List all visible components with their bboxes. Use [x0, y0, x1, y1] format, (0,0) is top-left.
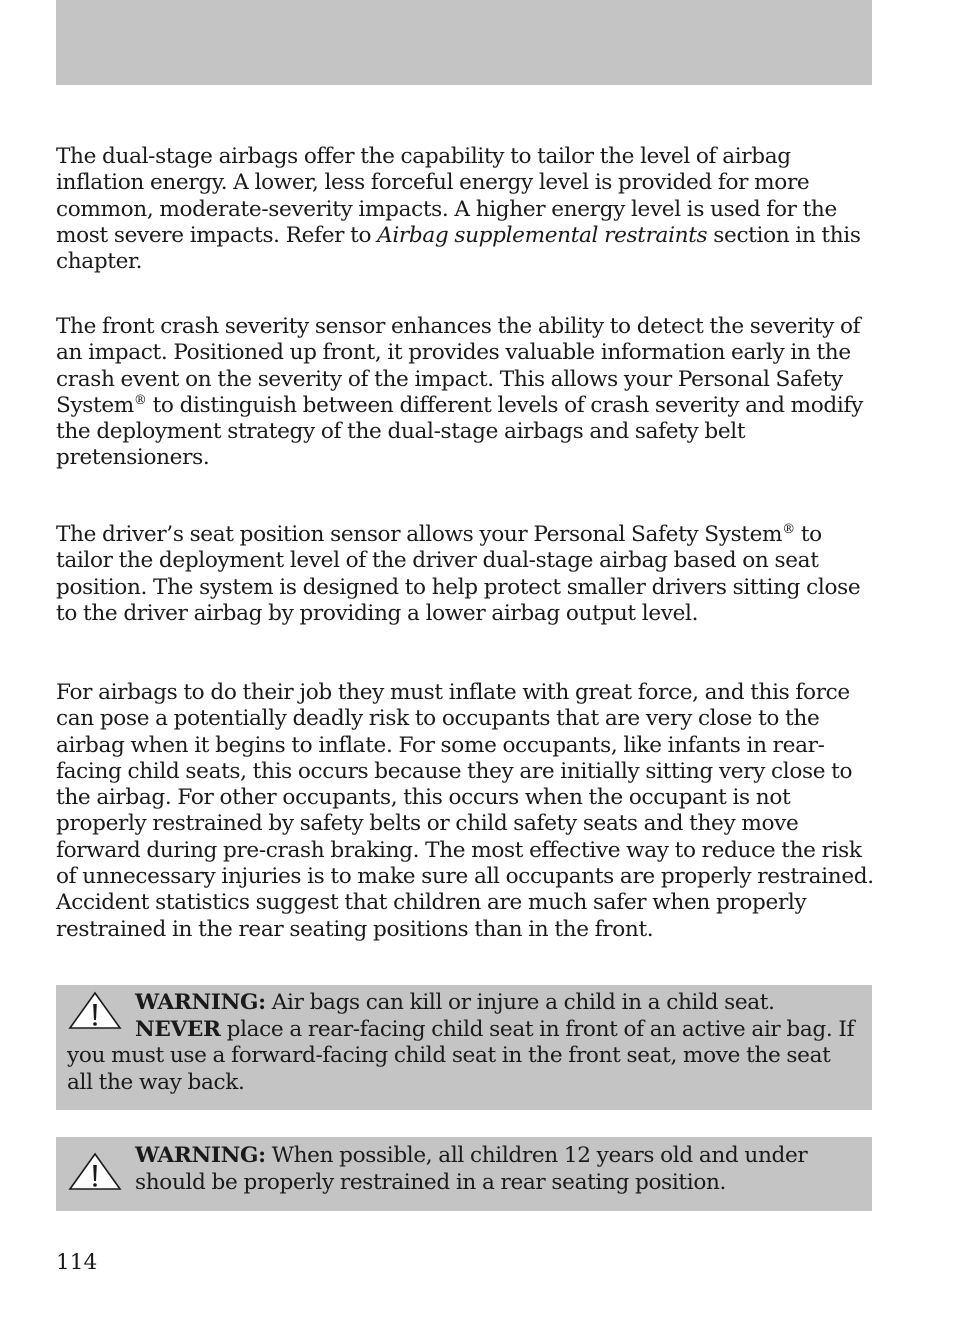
dual-stage-text-2: section in this chapter. [56, 222, 861, 275]
seat-sensor-text-1: The driver’s seat position sensor allows your Personal Safety System [56, 522, 783, 547]
never-emphasis: NEVER [135, 1016, 221, 1042]
warning-text [67, 990, 862, 1096]
paragraph-crash-severity-sensor [56, 314, 876, 472]
warning-label: WARNING: [135, 1143, 266, 1168]
paragraph-airbag-force [56, 680, 876, 943]
warning-box-child-seat [56, 985, 872, 1110]
dual-stage-text-1: The dual-stage airbags offer the capability to tailor the level of airbag inflation energy. A lower, less forceful energy level is provided for more common, moderate-severity impacts. A higher energy level is used for the most severe impacts. Refer to [56, 144, 837, 248]
force-text: For airbags to do their job they must inflate with great force, and this force can pose a potentially deadly risk to occupants that are very close to the airbag when it begins to inflate. For some occupants, like infants in rear-facing child seats, this occurs because they are initially sitting very close to the airbag. For other occupants, this occurs when the occupant is not properly restrained by safety belts or child safety seats and they move forward during pre-crash braking. The most effective way to reduce the risk of unnecessary injuries is to make sure all occupants are properly restrained. Accident statistics suggest that children are much safer when properly restrained in the rear seating positions than in the front. [56, 680, 874, 942]
paragraph-seat-position-sensor [56, 522, 876, 627]
crash-sensor-text-1: The front crash severity sensor enhances the ability to detect the severity of an impact. Positioned up front, it provides valuable information early in the crash event on the severity of the impact. This allows your Personal Safety System [56, 314, 861, 418]
registered-mark: ® [782, 522, 795, 537]
warning-text-1: Air bags can kill or injure a child in a child seat. [265, 990, 775, 1015]
warning-text-1: When possible, all children 12 years old and under should be properly restrained in a rear seating position. [135, 1143, 808, 1195]
paragraph-dual-stage-airbags [56, 144, 876, 275]
seat-sensor-text-2: to tailor the deployment level of the driver dual-stage airbag based on seat position. The system is designed to help protect smaller drivers sitting close to the driver airbag by providing a lower airbag output level. [56, 522, 861, 626]
registered-mark: ® [133, 392, 147, 408]
warning-triangle-icon [67, 990, 123, 1030]
warning-text [67, 1143, 862, 1199]
airbag-section-reference: Airbag supplemental restraints [377, 222, 708, 248]
warning-box-rear-seating [56, 1137, 872, 1211]
page-number: 114 [56, 1250, 98, 1275]
warning-text-2: place a rear-facing child seat in front of an active air bag. If you must use a forward-facing child seat in the front seat, move the seat all the way back. [67, 1016, 855, 1095]
header-band [56, 0, 872, 85]
warning-label: WARNING: [135, 990, 266, 1015]
warning-triangle-icon [67, 1143, 123, 1199]
crash-sensor-text-2: to distinguish between different levels of crash severity and modify the deployment strategy of the dual-stage airbags and safety belt pretensioners. [56, 392, 863, 471]
